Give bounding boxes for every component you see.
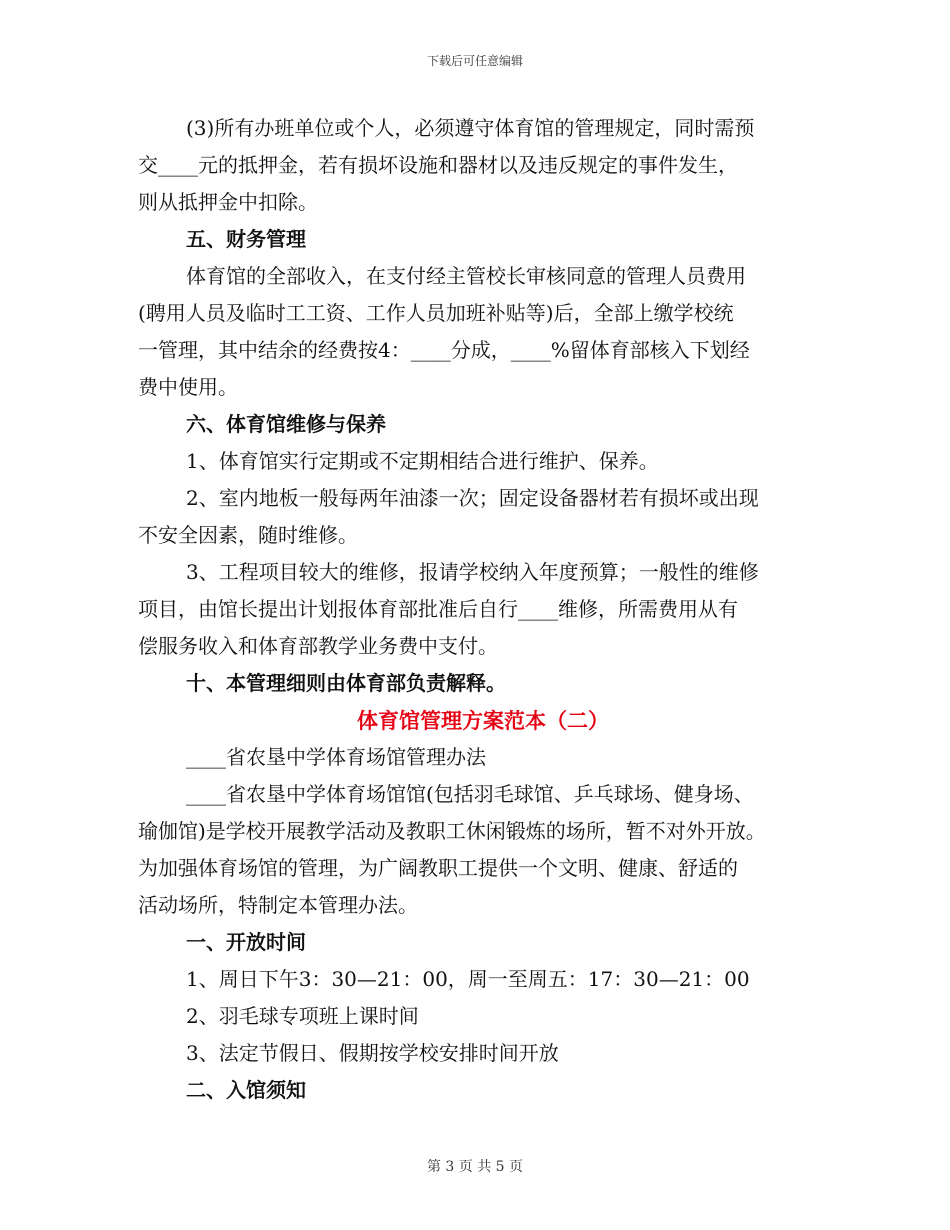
paragraph-line: 一管理，其中结余的经费按4：____分成，____%留体育部核入下划经 [138, 338, 750, 362]
section-heading: 六、体育馆维修与保养 [186, 412, 386, 436]
paragraph-line: 偿服务收入和体育部教学业务费中支付。 [138, 634, 498, 658]
page-footer: 第 3 页 共 5 页 [426, 1159, 524, 1175]
list-item: 2、羽毛球专项班上课时间 [186, 1004, 419, 1028]
list-item: 2、室内地板一般每两年油漆一次；固定设备器材若有损坏或出现 [186, 486, 759, 510]
paragraph-line: ____省农垦中学体育场馆管理办法 [186, 745, 486, 769]
paragraph-line: ____省农垦中学体育场馆馆(包括羽毛球馆、乒乓球场、健身场、 [186, 782, 754, 806]
paragraph-line: 项目，由馆长提出计划报体育部批准后自行____维修，所需费用从有 [138, 597, 738, 621]
document-title: 体育馆管理方案范本（二） [357, 708, 609, 733]
paragraph-line: (3)所有办班单位或个人，必须遵守体育馆的管理规定，同时需预 [186, 116, 755, 140]
paragraph-line: 费中使用。 [138, 375, 238, 399]
paragraph-line: 为加强体育场馆的管理，为广阔教职工提供一个文明、健康、舒适的 [138, 856, 738, 880]
paragraph-line: 体育馆的全部收入，在支付经主管校长审核同意的管理人员费用 [186, 264, 746, 288]
list-item: 3、法定节假日、假期按学校安排时间开放 [186, 1041, 559, 1065]
paragraph-line: 瑜伽馆)是学校开展教学活动及教职工休闲锻炼的场所，暂不对外开放。 [138, 819, 766, 843]
document-body [138, 110, 828, 1109]
paragraph-line: 不安全因素，随时维修。 [138, 523, 358, 547]
page-header: 下载后可任意编辑 [426, 54, 523, 68]
paragraph-line: 则从抵押金中扣除。 [138, 190, 318, 214]
list-item: 3、工程项目较大的维修，报请学校纳入年度预算；一般性的维修 [186, 560, 759, 584]
paragraph-line: 活动场所，特制定本管理办法。 [138, 893, 418, 917]
paragraph-line: 交____元的抵押金，若有损坏设施和器材以及违反规定的事件发生， [138, 153, 738, 177]
list-item: 1、体育馆实行定期或不定期相结合进行维护、保养。 [186, 449, 659, 473]
section-heading: 一、开放时间 [186, 930, 306, 954]
section-heading: 五、财务管理 [186, 227, 306, 251]
section-heading: 十、本管理细则由体育部负责解释。 [186, 671, 506, 695]
paragraph-line: (聘用人员及临时工工资、工作人员加班补贴等)后，全部上缴学校统 [138, 301, 734, 325]
section-heading: 二、入馆须知 [186, 1078, 306, 1102]
list-item: 1、周日下午3：30—21：00，周一至周五：17：30—21：00 [186, 967, 750, 991]
